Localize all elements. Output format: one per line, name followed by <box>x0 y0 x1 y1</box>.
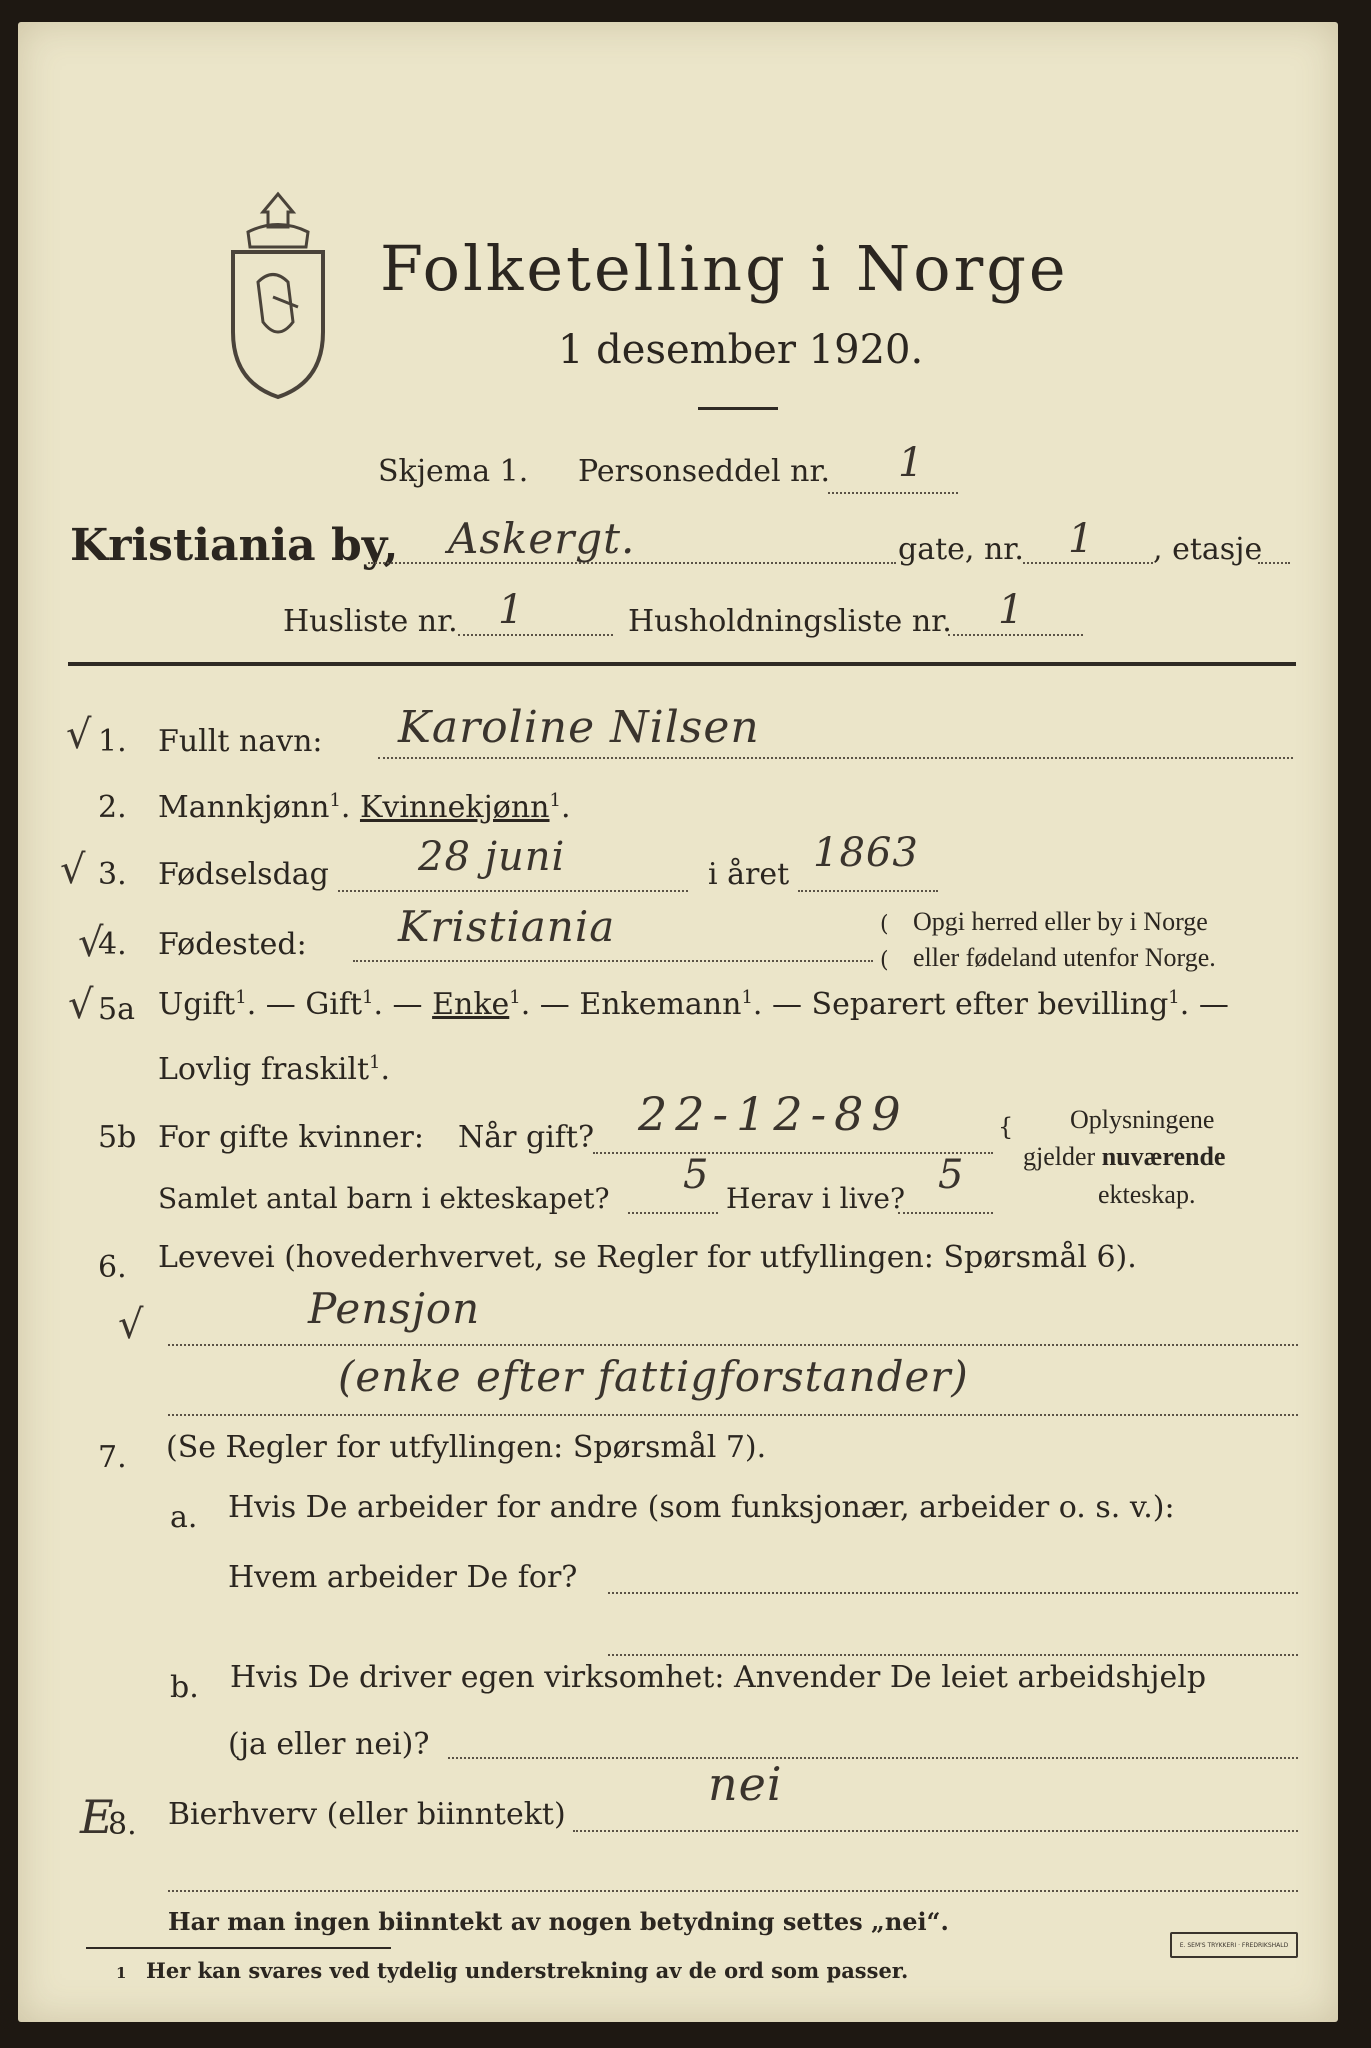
q1-check-mark: √ <box>66 712 92 758</box>
q1-number: 1. <box>98 724 127 759</box>
q5b-number: 5b <box>98 1120 137 1155</box>
employer-field-2[interactable] <box>608 1654 1298 1656</box>
occupation-value-1: Pensjon <box>308 1284 481 1333</box>
husholdning-value: 1 <box>998 587 1025 633</box>
form-title: Folketelling i Norge <box>380 232 1069 305</box>
married-when-field[interactable] <box>593 1152 993 1154</box>
q7a-letter: a. <box>170 1500 198 1535</box>
occupation-field-2[interactable] <box>168 1414 1298 1416</box>
q5b-bracket: { <box>998 1113 1014 1141</box>
full-name-value: Karoline Nilsen <box>398 702 760 753</box>
option-mannkjonn[interactable]: Mannkjønn <box>158 790 330 825</box>
occupation-field-1[interactable] <box>168 1344 1298 1346</box>
year-label: i året <box>708 857 790 892</box>
husholdning-field[interactable] <box>948 634 1083 636</box>
husliste-label: Husliste nr. <box>283 604 458 639</box>
q4-number: 4. <box>98 927 127 962</box>
hired-help-field[interactable] <box>448 1757 1298 1759</box>
q5b-note-1: Oplysningene <box>1070 1105 1215 1134</box>
birthplace-field[interactable] <box>353 960 873 962</box>
coat-of-arms-icon <box>218 182 338 402</box>
q8-label: Bierhverv (eller biinntekt) <box>168 1797 566 1832</box>
children-field[interactable] <box>628 1212 718 1214</box>
children-value: 5 <box>683 1152 710 1198</box>
alive-value: 5 <box>938 1152 965 1198</box>
q5a-number: 5a <box>98 992 135 1027</box>
footnote-divider <box>86 1947 391 1949</box>
q5b-note-2: gjelder nuværende <box>1023 1142 1226 1171</box>
q7-number: 7. <box>98 1440 127 1475</box>
children-label: Samlet antal barn i ekteskapet? <box>158 1182 610 1215</box>
option-enkemann[interactable]: Enkemann <box>579 987 742 1022</box>
q7b-question: (ja eller nei)? <box>228 1727 430 1762</box>
q8-number: 8. <box>108 1807 137 1842</box>
married-when-label: Når gift? <box>458 1120 595 1155</box>
header-divider <box>68 662 1296 666</box>
option-separert[interactable]: Separert efter bevilling <box>811 987 1169 1022</box>
husliste-field[interactable] <box>458 634 613 636</box>
q7a-text: Hvis De arbeider for andre (som funksjonær, arbeider o. s. v.): <box>228 1490 1175 1525</box>
personseddel-label: Personseddel nr. <box>578 454 831 489</box>
gate-nr-field[interactable] <box>1023 562 1153 564</box>
married-when-value: 22-12-89 <box>638 1087 909 1141</box>
option-fraskilt-line: Lovlig fraskilt$^1$. <box>158 1052 391 1087</box>
census-form <box>18 22 1338 2022</box>
employer-field[interactable] <box>608 1592 1298 1594</box>
side-income-value: nei <box>708 1757 783 1811</box>
form-date: 1 desember 1920. <box>558 327 924 373</box>
nei-note: Har man ingen biinntekt av nogen betydning settes „nei“. <box>168 1907 949 1936</box>
option-fraskilt[interactable]: Lovlig fraskilt <box>158 1052 370 1087</box>
printer-stamp <box>1170 1932 1298 1958</box>
birthplace-note-1: Opgi herred eller by i Norge <box>913 907 1208 936</box>
q3-label: Fødselsdag <box>158 857 329 892</box>
footnote-text: Her kan svares ved tydelig understrekning av de ord som passer. <box>146 1958 909 1983</box>
full-name-field[interactable] <box>378 757 1293 759</box>
q3-number: 3. <box>98 857 127 892</box>
q6-check-mark: √ <box>118 1302 144 1348</box>
option-kvinnekjonn[interactable]: Kvinnekjønn <box>359 790 550 825</box>
q6-number: 6. <box>98 1250 127 1285</box>
gate-label: gate, nr. <box>898 532 1024 567</box>
title-divider <box>698 407 778 410</box>
printer-name: E. SEM'S TRYKKERI · FREDRIKSHALD <box>1179 1941 1289 1949</box>
personseddel-field[interactable] <box>828 492 958 494</box>
birth-year-field[interactable] <box>798 890 938 892</box>
q8-mark: E <box>80 1790 114 1844</box>
q7b-text: Hvis De driver egen virksomhet: Anvender De leiet arbeidshjelp <box>230 1660 1207 1695</box>
option-enke[interactable]: Enke <box>432 987 510 1022</box>
q5b-label: For gifte kvinner: <box>158 1120 424 1155</box>
etasje-label: , etasje <box>1153 532 1263 567</box>
q4-label: Fødested: <box>158 927 307 962</box>
q2-number: 2. <box>98 790 127 825</box>
q4-check-mark: √ <box>78 920 104 966</box>
footnote-number: 1 <box>116 1964 127 1982</box>
q1-label: Fullt navn: <box>158 724 323 759</box>
birthday-value: 28 juni <box>418 834 566 880</box>
birth-year-value: 1863 <box>813 830 919 876</box>
alive-label: Herav i live? <box>726 1182 905 1215</box>
husliste-value: 1 <box>498 587 525 633</box>
birthplace-bracket: ( ( <box>880 912 889 973</box>
gate-nr-value: 1 <box>1068 516 1095 562</box>
personseddel-value: 1 <box>898 440 925 486</box>
city-label: Kristiania by, <box>70 520 399 571</box>
q7-label: (Se Regler for utfyllingen: Spørsmål 7). <box>166 1430 767 1465</box>
street-value: Askergt. <box>448 514 636 563</box>
schema-label: Skjema 1. <box>378 454 529 489</box>
side-income-field[interactable] <box>573 1830 1298 1832</box>
alive-field[interactable] <box>898 1212 993 1214</box>
q3-check-mark: √ <box>60 847 86 893</box>
gender-options: Mannkjønn$^1$. Kvinnekjønn$^1$. <box>158 790 571 825</box>
etasje-field[interactable] <box>1258 562 1290 564</box>
q6-label: Levevei (hovederhvervet, se Regler for utfyllingen: Spørsmål 6). <box>158 1240 1137 1275</box>
q7b-letter: b. <box>170 1670 199 1705</box>
birthday-field[interactable] <box>338 890 688 892</box>
husholdning-label: Husholdningsliste nr. <box>628 604 952 639</box>
birthplace-note-2: eller fødeland utenfor Norge. <box>913 943 1216 972</box>
option-gift[interactable]: Gift <box>305 987 363 1022</box>
q5b-note-3: ekteskap. <box>1098 1180 1196 1209</box>
option-ugift[interactable]: Ugift <box>158 987 236 1022</box>
marital-options: Ugift$^1$. — Gift$^1$. — Enke$^1$. — Enkemann$^1$. — Separert efter bevilling$^1$. — <box>158 987 1229 1022</box>
side-income-field-2[interactable] <box>168 1890 1298 1892</box>
q5a-check-mark: √ <box>68 982 94 1028</box>
birthplace-value: Kristiania <box>398 902 616 951</box>
q7a-question: Hvem arbeider De for? <box>228 1560 578 1595</box>
occupation-value-2: (enke efter fattigforstander) <box>338 1352 969 1401</box>
